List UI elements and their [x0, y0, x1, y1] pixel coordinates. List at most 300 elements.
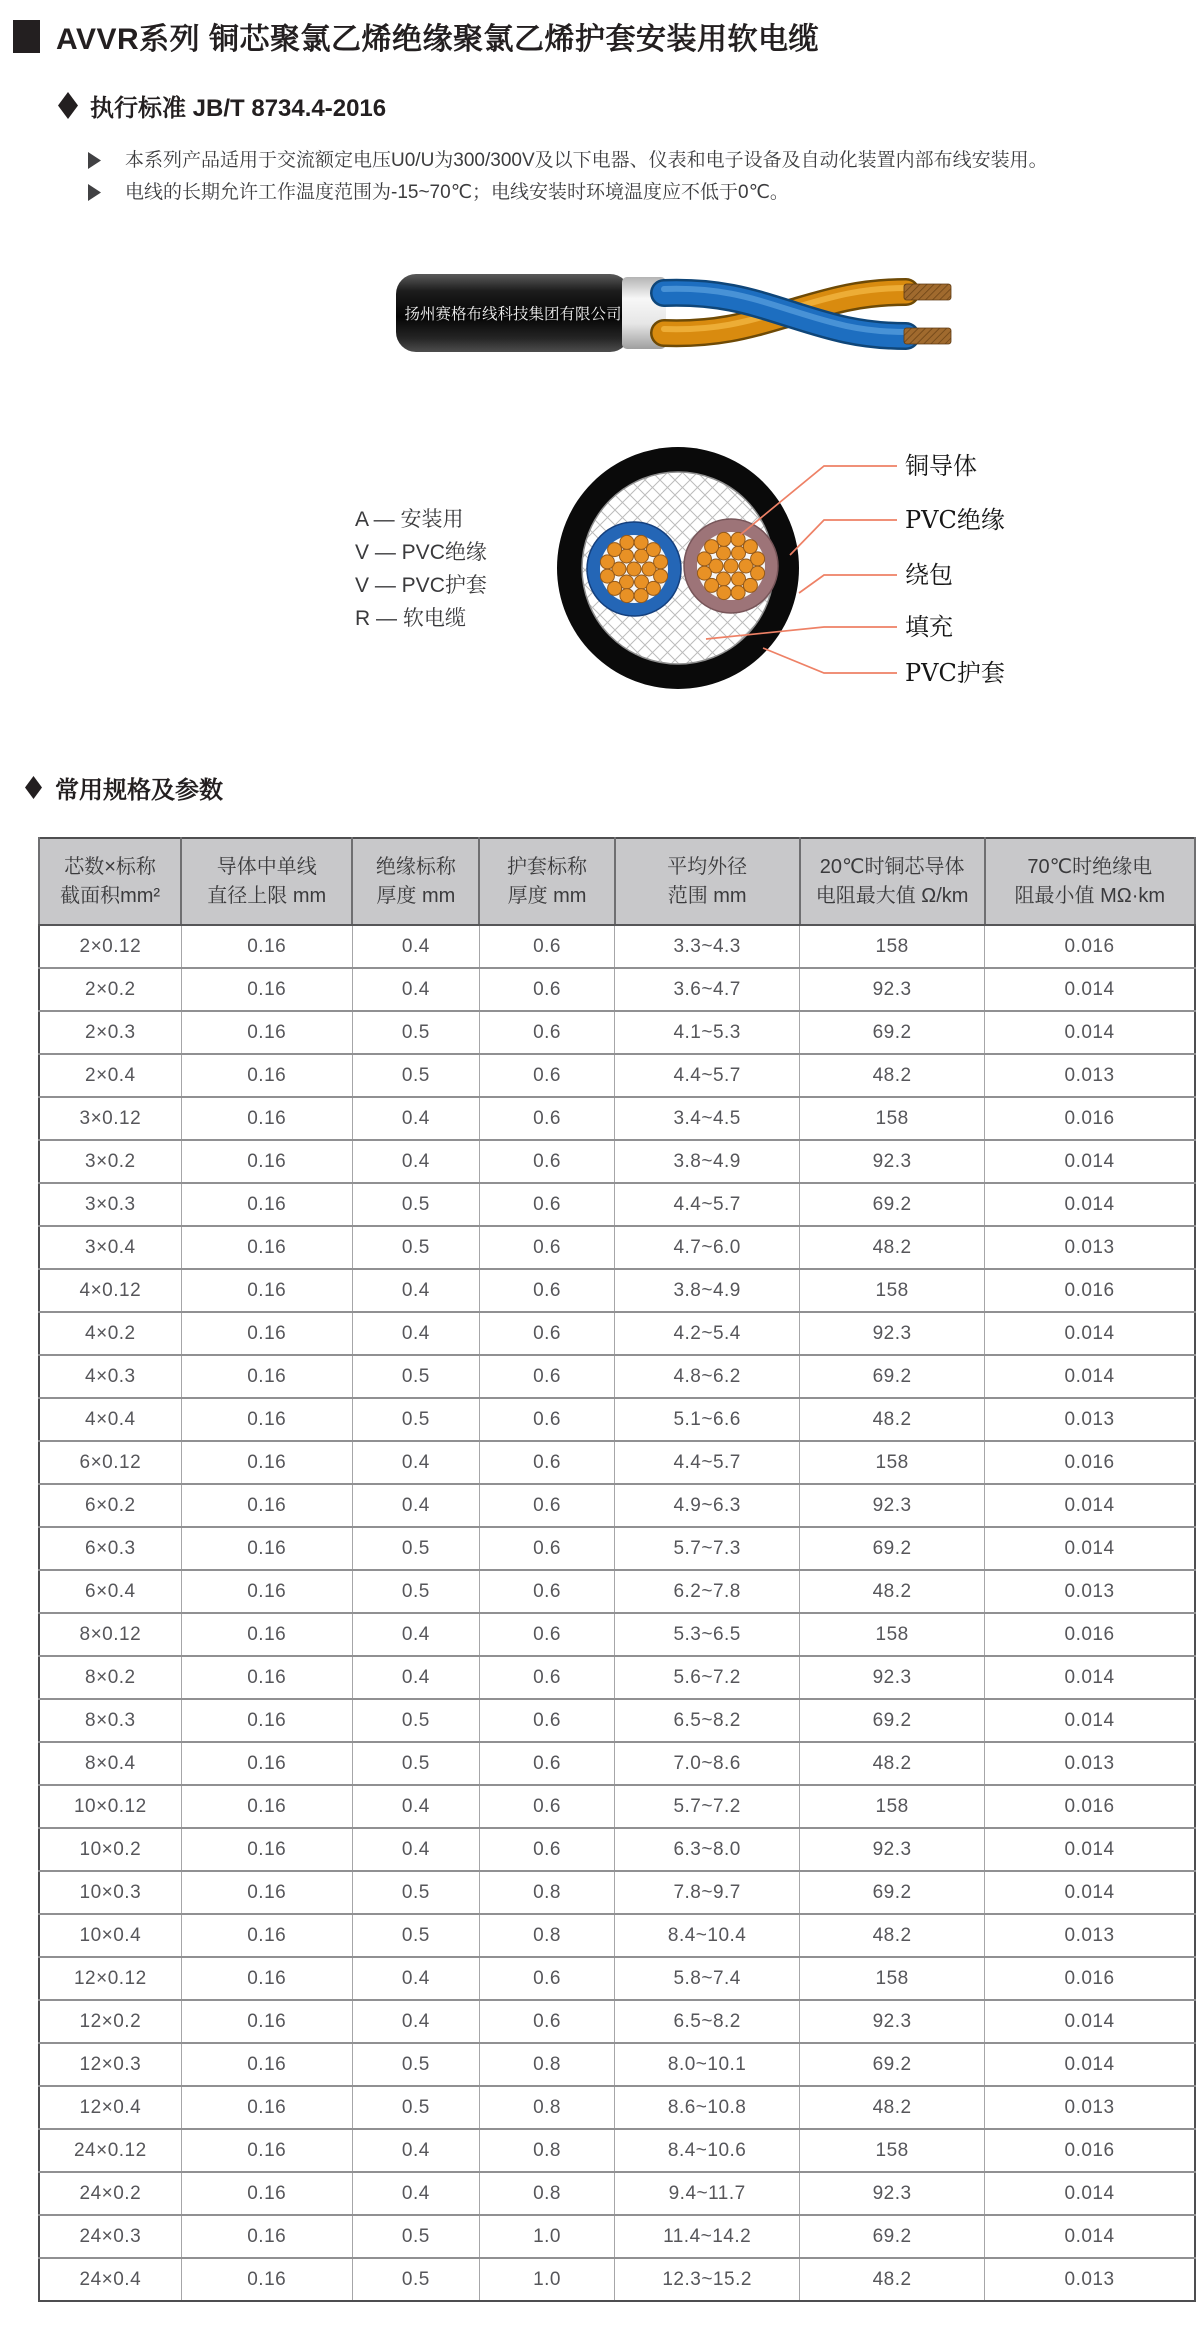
table-cell: 0.6 — [479, 1398, 614, 1441]
table-row — [39, 1914, 1195, 1957]
table-row — [39, 1957, 1195, 2000]
table-cell: 0.6 — [479, 1312, 614, 1355]
table-cell: 8.4~10.4 — [615, 1914, 800, 1957]
table-cell: 0.4 — [352, 1957, 479, 2000]
table-cell: 92.3 — [800, 968, 985, 1011]
note-item — [88, 149, 1048, 172]
table-cell: 10×0.4 — [39, 1914, 181, 1957]
table-cell: 0.016 — [985, 925, 1195, 968]
table-row — [39, 1484, 1195, 1527]
page-title: AVVR系列 铜芯聚氯乙烯绝缘聚氯乙烯护套安装用软电缆 — [56, 23, 819, 56]
table-cell: 0.013 — [985, 1570, 1195, 1613]
table-cell: 0.014 — [985, 1527, 1195, 1570]
table-cell: 0.16 — [181, 1441, 352, 1484]
table-cell: 0.16 — [181, 1312, 352, 1355]
table-cell: 4.1~5.3 — [615, 1011, 800, 1054]
table-cell: 0.013 — [985, 1054, 1195, 1097]
table-cell: 12×0.4 — [39, 2086, 181, 2129]
table-cell: 4.4~5.7 — [615, 1183, 800, 1226]
table-cell: 0.16 — [181, 2043, 352, 2086]
column-header: 平均外径 范围 mm — [615, 838, 800, 925]
table-cell: 69.2 — [800, 1699, 985, 1742]
table-cell: 0.16 — [181, 2000, 352, 2043]
table-cell: 8×0.2 — [39, 1656, 181, 1699]
table-cell: 6.5~8.2 — [615, 2000, 800, 2043]
table-cell: 0.16 — [181, 1355, 352, 1398]
table-cell: 0.5 — [352, 2086, 479, 2129]
table-cell: 0.16 — [181, 1011, 352, 1054]
table-cell: 0.16 — [181, 2172, 352, 2215]
table-cell: 8×0.3 — [39, 1699, 181, 1742]
table-cell: 4.4~5.7 — [615, 1054, 800, 1097]
note-text: 本系列产品适用于交流额定电压U0/U为300/300V及以下电器、仪表和电子设备及自动化装置内部布线安装用。 — [125, 150, 1048, 171]
table-cell: 2×0.2 — [39, 968, 181, 1011]
table-cell: 48.2 — [800, 1054, 985, 1097]
callout-wrap: 绕包 — [905, 561, 953, 589]
table-cell: 0.4 — [352, 1269, 479, 1312]
table-cell: 0.6 — [479, 1355, 614, 1398]
table-row — [39, 1613, 1195, 1656]
table-cell: 0.6 — [479, 1140, 614, 1183]
table-cell: 4×0.3 — [39, 1355, 181, 1398]
table-row — [39, 1527, 1195, 1570]
table-cell: 0.4 — [352, 1785, 479, 1828]
table-row — [39, 968, 1195, 1011]
table-cell: 0.16 — [181, 1699, 352, 1742]
table-cell: 10×0.2 — [39, 1828, 181, 1871]
table-cell: 0.016 — [985, 1957, 1195, 2000]
triangle-bullet-icon — [88, 152, 101, 169]
table-cell: 12×0.2 — [39, 2000, 181, 2043]
table-cell: 0.4 — [352, 2172, 479, 2215]
table-cell: 69.2 — [800, 1011, 985, 1054]
core-brown — [684, 519, 778, 613]
table-row — [39, 1656, 1195, 1699]
table-cell: 0.013 — [985, 1914, 1195, 1957]
table-cell: 0.5 — [352, 2043, 479, 2086]
table-cell: 0.16 — [181, 1914, 352, 1957]
table-cell: 0.5 — [352, 1871, 479, 1914]
callout-filler: 填充 — [905, 613, 953, 641]
table-cell: 48.2 — [800, 1226, 985, 1269]
table-cell: 0.4 — [352, 1613, 479, 1656]
table-cell: 3×0.12 — [39, 1097, 181, 1140]
table-body — [39, 925, 1195, 2301]
table-cell: 0.014 — [985, 1828, 1195, 1871]
table-cell: 4.9~6.3 — [615, 1484, 800, 1527]
cable-brand-text: 扬州赛格布线科技集团有限公司 — [404, 305, 622, 323]
table-cell: 0.5 — [352, 2258, 479, 2301]
column-header: 导体中单线 直径上限 mm — [181, 838, 352, 925]
table-cell: 3×0.2 — [39, 1140, 181, 1183]
table-cell: 0.16 — [181, 1398, 352, 1441]
table-cell: 69.2 — [800, 2043, 985, 2086]
table-cell: 0.16 — [181, 2215, 352, 2258]
callout-conductor: 铜导体 — [905, 452, 977, 480]
table-cell: 0.4 — [352, 1312, 479, 1355]
table-cell: 0.16 — [181, 2258, 352, 2301]
table-cell: 24×0.4 — [39, 2258, 181, 2301]
table-cell: 6×0.3 — [39, 1527, 181, 1570]
table-cell: 7.0~8.6 — [615, 1742, 800, 1785]
diamond-icon — [25, 776, 42, 799]
table-cell: 8.6~10.8 — [615, 2086, 800, 2129]
table-row — [39, 1183, 1195, 1226]
table-cell: 0.16 — [181, 1054, 352, 1097]
table-cell: 6×0.2 — [39, 1484, 181, 1527]
table-cell: 5.7~7.3 — [615, 1527, 800, 1570]
table-cell: 4.8~6.2 — [615, 1355, 800, 1398]
diamond-icon — [58, 92, 78, 119]
table-cell: 0.4 — [352, 1097, 479, 1140]
table-cell: 6.2~7.8 — [615, 1570, 800, 1613]
column-header: 20℃时铜芯导体 电阻最大值 Ω/km — [800, 838, 985, 925]
table-cell: 3.6~4.7 — [615, 968, 800, 1011]
table-cell: 3.4~4.5 — [615, 1097, 800, 1140]
table-cell: 92.3 — [800, 1140, 985, 1183]
table-cell: 0.014 — [985, 1312, 1195, 1355]
table-cell: 0.014 — [985, 1484, 1195, 1527]
table-cell: 0.6 — [479, 1441, 614, 1484]
table-head — [39, 838, 1195, 925]
note-item — [88, 181, 1048, 204]
table-cell: 0.016 — [985, 2129, 1195, 2172]
table-cell: 0.16 — [181, 968, 352, 1011]
table-cell: 1.0 — [479, 2258, 614, 2301]
table-row — [39, 1054, 1195, 1097]
table-cell: 158 — [800, 1097, 985, 1140]
table-cell: 4×0.2 — [39, 1312, 181, 1355]
table-cell: 69.2 — [800, 1527, 985, 1570]
table-row — [39, 1828, 1195, 1871]
table-cell: 0.013 — [985, 2086, 1195, 2129]
table-cell: 69.2 — [800, 1871, 985, 1914]
table-cell: 0.16 — [181, 1957, 352, 2000]
table-cell: 0.5 — [352, 1699, 479, 1742]
table-cell: 0.16 — [181, 2129, 352, 2172]
table-row — [39, 1398, 1195, 1441]
table-cell: 92.3 — [800, 1828, 985, 1871]
table-cell: 158 — [800, 2129, 985, 2172]
table-cell: 48.2 — [800, 1570, 985, 1613]
table-cell: 0.4 — [352, 968, 479, 1011]
table-row — [39, 2000, 1195, 2043]
table-cell: 10×0.12 — [39, 1785, 181, 1828]
table-cell: 0.5 — [352, 1914, 479, 1957]
table-cell: 0.8 — [479, 1871, 614, 1914]
table-cell: 0.8 — [479, 2043, 614, 2086]
table-cell: 8.0~10.1 — [615, 2043, 800, 2086]
table-cell: 0.8 — [479, 2086, 614, 2129]
table-cell: 69.2 — [800, 2215, 985, 2258]
table-cell: 5.3~6.5 — [615, 1613, 800, 1656]
table-cell: 0.016 — [985, 1097, 1195, 1140]
table-cell: 3×0.3 — [39, 1183, 181, 1226]
table-cell: 6.3~8.0 — [615, 1828, 800, 1871]
table-cell: 92.3 — [800, 2000, 985, 2043]
table-row — [39, 2215, 1195, 2258]
table-cell: 6.5~8.2 — [615, 1699, 800, 1742]
table-cell: 0.013 — [985, 1398, 1195, 1441]
table-cell: 0.4 — [352, 1441, 479, 1484]
table-cell: 0.016 — [985, 1785, 1195, 1828]
table-cell: 6×0.12 — [39, 1441, 181, 1484]
table-cell: 11.4~14.2 — [615, 2215, 800, 2258]
table-cell: 0.013 — [985, 1742, 1195, 1785]
table-cell: 92.3 — [800, 1656, 985, 1699]
table-cell: 0.016 — [985, 1269, 1195, 1312]
core-blue — [587, 522, 681, 616]
leader-line-wrap — [799, 575, 897, 593]
column-header: 护套标称 厚度 mm — [479, 838, 614, 925]
table-header-row — [39, 838, 1195, 925]
table-cell: 5.7~7.2 — [615, 1785, 800, 1828]
table-cell: 0.5 — [352, 1011, 479, 1054]
table-cell: 9.4~11.7 — [615, 2172, 800, 2215]
title-square-marker — [13, 20, 40, 53]
table-cell: 158 — [800, 1957, 985, 2000]
table-cell: 0.014 — [985, 1011, 1195, 1054]
table-cell: 0.4 — [352, 1828, 479, 1871]
table-row — [39, 1570, 1195, 1613]
table-cell: 8×0.4 — [39, 1742, 181, 1785]
table-cell: 0.6 — [479, 1656, 614, 1699]
section-heading — [25, 770, 223, 805]
table-cell: 12×0.12 — [39, 1957, 181, 2000]
table-cell: 0.16 — [181, 1527, 352, 1570]
table-cell: 0.013 — [985, 1226, 1195, 1269]
diagram-legend — [355, 503, 487, 635]
table-cell: 0.16 — [181, 1871, 352, 1914]
table-cell: 0.16 — [181, 1828, 352, 1871]
table-row — [39, 1441, 1195, 1484]
spec-table — [38, 837, 1196, 2302]
table-cell: 0.16 — [181, 1570, 352, 1613]
leader-line-insulation — [790, 520, 897, 555]
table-cell: 0.16 — [181, 2086, 352, 2129]
table-cell: 0.5 — [352, 1226, 479, 1269]
table-cell: 0.6 — [479, 1011, 614, 1054]
table-cell: 158 — [800, 1613, 985, 1656]
table-cell: 2×0.12 — [39, 925, 181, 968]
table-row — [39, 2086, 1195, 2129]
table-cell: 0.4 — [352, 1656, 479, 1699]
table-row — [39, 2258, 1195, 2301]
table-cell: 0.6 — [479, 2000, 614, 2043]
table-cell: 2×0.4 — [39, 1054, 181, 1097]
table-cell: 4.7~6.0 — [615, 1226, 800, 1269]
table-cell: 1.0 — [479, 2215, 614, 2258]
note-text: 电线的长期允许工作温度范围为-15~70℃；电线安装时环境温度应不低于0℃。 — [125, 182, 789, 203]
table-row — [39, 2043, 1195, 2086]
table-cell: 0.16 — [181, 1656, 352, 1699]
cable-photo — [390, 262, 965, 362]
table-cell: 4.4~5.7 — [615, 1441, 800, 1484]
table-cell: 0.16 — [181, 1183, 352, 1226]
table-row — [39, 2129, 1195, 2172]
table-cell: 0.6 — [479, 1828, 614, 1871]
table-cell: 0.6 — [479, 1699, 614, 1742]
column-header: 70℃时绝缘电 阻最小值 MΩ·km — [985, 838, 1195, 925]
table-cell: 158 — [800, 925, 985, 968]
table-cell: 0.6 — [479, 1054, 614, 1097]
table-cell: 0.6 — [479, 1226, 614, 1269]
table-cell: 0.014 — [985, 1183, 1195, 1226]
table-cell: 0.6 — [479, 968, 614, 1011]
table-row — [39, 1226, 1195, 1269]
table-cell: 158 — [800, 1441, 985, 1484]
standard-row — [58, 88, 386, 123]
table-cell: 5.8~7.4 — [615, 1957, 800, 2000]
legend-item: R — 软电缆 — [355, 607, 466, 630]
table-cell: 92.3 — [800, 2172, 985, 2215]
standard-text: 执行标准 JB/T 8734.4-2016 — [90, 95, 387, 122]
table-cell: 0.013 — [985, 2258, 1195, 2301]
table-row — [39, 1355, 1195, 1398]
table-cell: 24×0.12 — [39, 2129, 181, 2172]
table-cell: 0.4 — [352, 1484, 479, 1527]
table-row — [39, 1269, 1195, 1312]
table-cell: 0.5 — [352, 1527, 479, 1570]
table-cell: 4×0.12 — [39, 1269, 181, 1312]
table-row — [39, 1871, 1195, 1914]
table-cell: 0.6 — [479, 1269, 614, 1312]
table-cell: 0.014 — [985, 968, 1195, 1011]
table-row — [39, 925, 1195, 968]
table-cell: 12.3~15.2 — [615, 2258, 800, 2301]
table-cell: 48.2 — [800, 2258, 985, 2301]
table-cell: 0.4 — [352, 2000, 479, 2043]
table-cell: 7.8~9.7 — [615, 1871, 800, 1914]
table-cell: 0.5 — [352, 1742, 479, 1785]
legend-item: V — PVC绝缘 — [355, 541, 487, 564]
table-cell: 0.014 — [985, 2043, 1195, 2086]
table-cell: 0.5 — [352, 1398, 479, 1441]
table-cell: 0.16 — [181, 1140, 352, 1183]
table-cell: 0.5 — [352, 1355, 479, 1398]
table-cell: 0.014 — [985, 1355, 1195, 1398]
table-cell: 0.5 — [352, 1183, 479, 1226]
table-cell: 3.8~4.9 — [615, 1140, 800, 1183]
table-cell: 0.8 — [479, 1914, 614, 1957]
table-cell: 4×0.4 — [39, 1398, 181, 1441]
table-cell: 48.2 — [800, 1914, 985, 1957]
table-cell: 92.3 — [800, 1484, 985, 1527]
table-cell: 2×0.3 — [39, 1011, 181, 1054]
table-row — [39, 1699, 1195, 1742]
table-cell: 5.6~7.2 — [615, 1656, 800, 1699]
table-cell: 48.2 — [800, 1742, 985, 1785]
table-cell: 0.6 — [479, 1613, 614, 1656]
table-cell: 8.4~10.6 — [615, 2129, 800, 2172]
table-cell: 69.2 — [800, 1183, 985, 1226]
table-cell: 4.2~5.4 — [615, 1312, 800, 1355]
table-cell: 5.1~6.6 — [615, 1398, 800, 1441]
table-row — [39, 2172, 1195, 2215]
callout-insulation: PVC绝缘 — [905, 506, 1005, 534]
table-row — [39, 1742, 1195, 1785]
table-cell: 12×0.3 — [39, 2043, 181, 2086]
callout-sheath: PVC护套 — [905, 659, 1005, 687]
table-cell: 0.014 — [985, 2172, 1195, 2215]
table-cell: 0.16 — [181, 1269, 352, 1312]
table-cell: 8×0.12 — [39, 1613, 181, 1656]
legend-item: A — 安装用 — [355, 508, 464, 531]
table-cell: 0.014 — [985, 1140, 1195, 1183]
table-cell: 0.014 — [985, 1871, 1195, 1914]
table-cell: 24×0.3 — [39, 2215, 181, 2258]
legend-item: V — PVC护套 — [355, 574, 487, 597]
table-cell: 3.3~4.3 — [615, 925, 800, 968]
table-cell: 0.16 — [181, 1613, 352, 1656]
table-cell: 0.8 — [479, 2172, 614, 2215]
table-cell: 69.2 — [800, 1355, 985, 1398]
table-row — [39, 1097, 1195, 1140]
table-cell: 92.3 — [800, 1312, 985, 1355]
triangle-bullet-icon — [88, 184, 101, 201]
table-cell: 0.6 — [479, 1484, 614, 1527]
table-row — [39, 1312, 1195, 1355]
table-cell: 3×0.4 — [39, 1226, 181, 1269]
table-cell: 0.8 — [479, 2129, 614, 2172]
section-title: 常用规格及参数 — [55, 777, 223, 804]
table-cell: 0.014 — [985, 2215, 1195, 2258]
table-cell: 0.014 — [985, 1656, 1195, 1699]
table-cell: 0.6 — [479, 1097, 614, 1140]
table-cell: 0.5 — [352, 2215, 479, 2258]
notes-list — [88, 149, 1048, 213]
table-cell: 0.016 — [985, 1613, 1195, 1656]
table-cell: 3.8~4.9 — [615, 1269, 800, 1312]
column-header: 绝缘标称 厚度 mm — [352, 838, 479, 925]
copper-tip-bottom — [904, 328, 951, 344]
table-cell: 0.6 — [479, 1785, 614, 1828]
table-cell: 158 — [800, 1269, 985, 1312]
table-cell: 0.5 — [352, 1054, 479, 1097]
table-cell: 0.4 — [352, 1140, 479, 1183]
table-cell: 0.5 — [352, 1570, 479, 1613]
table-cell: 0.016 — [985, 1441, 1195, 1484]
table-cell: 0.16 — [181, 925, 352, 968]
table-cell: 0.014 — [985, 1699, 1195, 1742]
table-cell: 158 — [800, 1785, 985, 1828]
table-cell: 6×0.4 — [39, 1570, 181, 1613]
table-cell: 48.2 — [800, 2086, 985, 2129]
table-cell: 0.16 — [181, 1484, 352, 1527]
table-cell: 0.6 — [479, 1742, 614, 1785]
table-cell: 0.6 — [479, 1527, 614, 1570]
page-header — [13, 14, 819, 58]
table-cell: 10×0.3 — [39, 1871, 181, 1914]
table-cell: 0.16 — [181, 1226, 352, 1269]
table-cell: 0.6 — [479, 1570, 614, 1613]
table-cell: 0.6 — [479, 1183, 614, 1226]
table-cell: 0.4 — [352, 925, 479, 968]
copper-tip-top — [904, 284, 951, 300]
table-cell: 0.014 — [985, 2000, 1195, 2043]
table-cell: 0.4 — [352, 2129, 479, 2172]
table-row — [39, 1140, 1195, 1183]
table-cell: 0.16 — [181, 1097, 352, 1140]
table-cell: 0.6 — [479, 1957, 614, 2000]
table-cell: 0.6 — [479, 925, 614, 968]
table-cell: 0.16 — [181, 1742, 352, 1785]
leader-line-sheath — [763, 648, 897, 673]
table-cell: 24×0.2 — [39, 2172, 181, 2215]
table-cell: 0.16 — [181, 1785, 352, 1828]
table-cell: 48.2 — [800, 1398, 985, 1441]
table-row — [39, 1785, 1195, 1828]
